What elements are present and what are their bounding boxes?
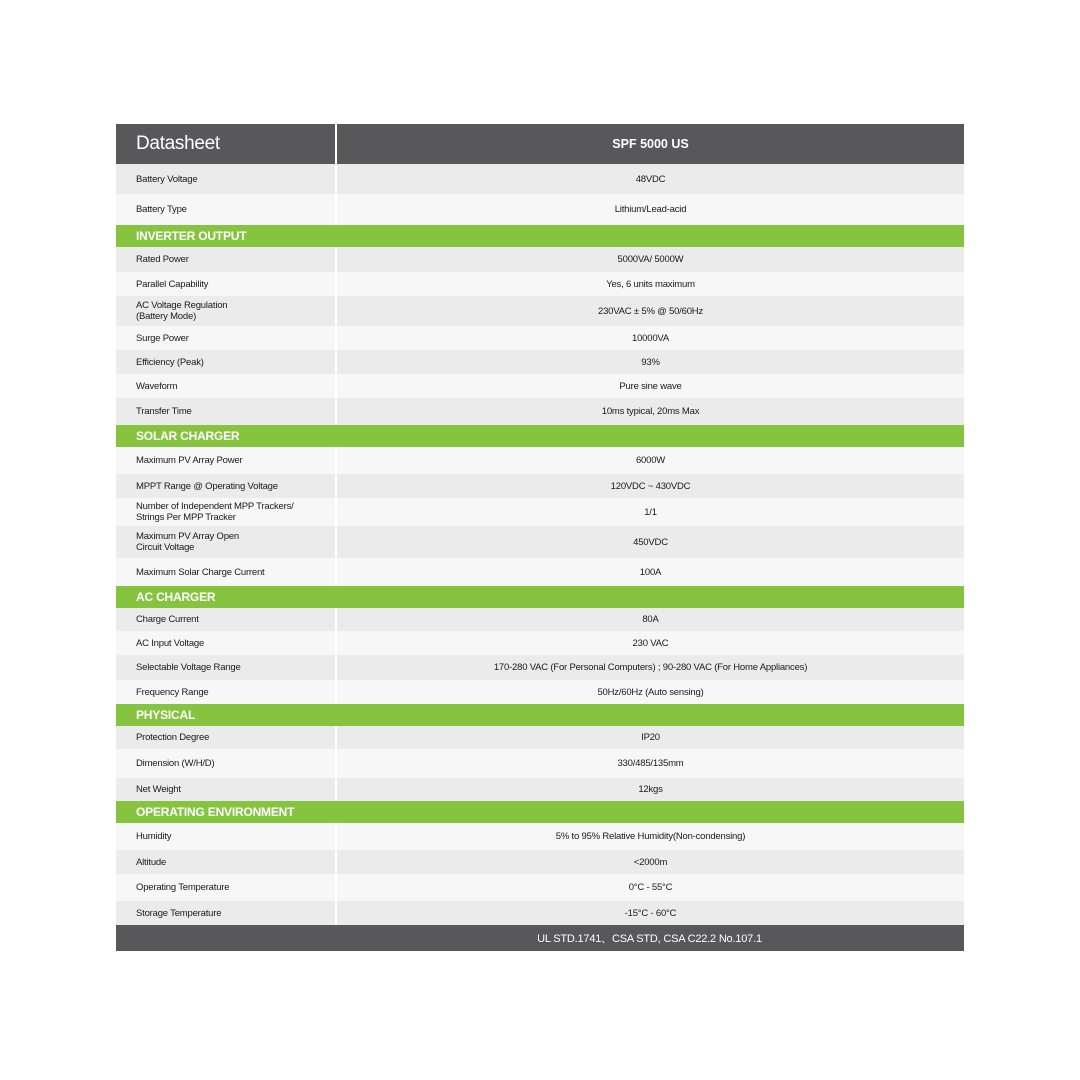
table-header — [116, 124, 964, 164]
spec-label-line: Selectable Voltage Range — [136, 662, 241, 673]
spec-value: 10ms typical, 20ms Max — [335, 398, 964, 425]
spec-label — [116, 381, 335, 392]
spec-row — [116, 778, 964, 801]
spec-row — [116, 823, 964, 850]
spec-row — [116, 850, 964, 874]
spec-value: 12kgs — [335, 778, 964, 801]
spec-label — [116, 300, 335, 322]
spec-label-line: Storage Temperature — [136, 907, 222, 919]
spec-value: Yes, 6 units maximum — [335, 272, 964, 296]
spec-label-line: Humidity — [136, 831, 172, 842]
spec-value: Lithium/Lead-acid — [335, 194, 964, 225]
spec-value: 230VAC ± 5% @ 50/60Hz — [335, 296, 964, 326]
spec-label-line: MPPT Range @ Operating Voltage — [136, 480, 278, 492]
spec-value: 6000W — [335, 447, 964, 474]
spec-row — [116, 901, 964, 925]
spec-label — [116, 908, 335, 919]
spec-row — [116, 194, 964, 225]
section-header: INVERTER OUTPUT — [116, 225, 964, 247]
spec-row — [116, 749, 964, 778]
spec-label — [116, 279, 335, 290]
spec-value: 450VDC — [335, 526, 964, 558]
spec-label — [116, 614, 335, 625]
spec-label — [116, 254, 335, 265]
spec-label-line: Net Weight — [136, 784, 181, 795]
spec-row — [116, 398, 964, 425]
spec-label — [116, 357, 335, 368]
spec-value: 5000VA/ 5000W — [335, 247, 964, 272]
spec-row — [116, 447, 964, 474]
spec-row — [116, 374, 964, 398]
spec-label — [116, 831, 335, 842]
datasheet-title: Datasheet — [136, 133, 220, 154]
spec-label-line: Strings Per MPP Tracker — [136, 512, 236, 523]
spec-value: <2000m — [335, 850, 964, 874]
spec-label-line: Altitude — [136, 856, 167, 868]
spec-label-line: Circuit Voltage — [136, 542, 195, 553]
spec-row — [116, 296, 964, 326]
spec-value: 48VDC — [335, 164, 964, 194]
spec-label — [116, 531, 335, 553]
spec-value: 0°C - 55°C — [335, 874, 964, 901]
spec-label — [116, 882, 335, 893]
spec-label — [116, 687, 335, 698]
spec-label — [116, 455, 335, 466]
spec-label — [116, 333, 335, 344]
spec-label — [116, 567, 335, 578]
spec-label — [116, 857, 335, 868]
section-header: AC CHARGER — [116, 586, 964, 608]
spec-label-line: Number of Independent MPP Trackers/ — [136, 501, 294, 512]
spec-label — [116, 784, 335, 795]
spec-value: 1/1 — [335, 498, 964, 526]
spec-value: 120VDC ~ 430VDC — [335, 474, 964, 498]
spec-label — [116, 758, 335, 769]
spec-label-line: Maximum Solar Charge Current — [136, 566, 265, 578]
spec-label-line: Rated Power — [136, 254, 189, 265]
spec-row — [116, 164, 964, 194]
model-name: SPF 5000 US — [335, 124, 964, 164]
spec-row — [116, 474, 964, 498]
spec-label-line: Waveform — [136, 380, 178, 392]
spec-label — [116, 638, 335, 649]
spec-label — [116, 204, 335, 215]
spec-row — [116, 874, 964, 901]
spec-row — [116, 655, 964, 680]
spec-label-line: (Battery Mode) — [136, 311, 197, 322]
certification-footer: UL STD.1741、CSA STD, CSA C22.2 No.107.1 — [116, 925, 964, 951]
spec-label-line: Efficiency (Peak) — [136, 356, 204, 368]
spec-value: 10000VA — [335, 326, 964, 350]
spec-label-line: Protection Degree — [136, 732, 210, 743]
spec-label-line: AC Voltage Regulation — [136, 300, 228, 311]
spec-value: 100A — [335, 558, 964, 586]
spec-row — [116, 608, 964, 631]
spec-label — [116, 406, 335, 417]
spec-value: -15°C - 60°C — [335, 901, 964, 925]
spec-label — [116, 732, 335, 743]
spec-value: Pure sine wave — [335, 374, 964, 398]
spec-label-line: Battery Voltage — [136, 173, 198, 185]
spec-label-line: Maximum PV Array Open — [136, 531, 239, 542]
section-header: OPERATING ENVIRONMENT — [116, 801, 964, 823]
spec-row — [116, 558, 964, 586]
spec-value: 230 VAC — [335, 631, 964, 655]
spec-value: 80A — [335, 608, 964, 631]
spec-value: 50Hz/60Hz (Auto sensing) — [335, 680, 964, 704]
datasheet-table — [116, 124, 964, 951]
spec-value: 170-280 VAC (For Personal Computers) ; 90-280 VAC (For Home Appliances) — [335, 655, 964, 680]
spec-row — [116, 272, 964, 296]
spec-label — [116, 501, 335, 523]
spec-label-line: Battery Type — [136, 204, 187, 215]
spec-label-line: Operating Temperature — [136, 882, 230, 893]
spec-label-line: Transfer Time — [136, 406, 192, 417]
spec-label-line: AC Input Voltage — [136, 637, 205, 649]
section-header: PHYSICAL — [116, 704, 964, 726]
spec-value: 93% — [335, 350, 964, 374]
spec-label-line: Surge Power — [136, 332, 189, 344]
spec-label-line: Dimension (W/H/D) — [136, 758, 215, 769]
spec-row — [116, 498, 964, 526]
spec-label-line: Charge Current — [136, 614, 199, 625]
section-header: SOLAR CHARGER — [116, 425, 964, 447]
spec-label — [116, 174, 335, 185]
table-body — [116, 164, 964, 925]
spec-row — [116, 247, 964, 272]
spec-row — [116, 526, 964, 558]
spec-label — [116, 662, 335, 673]
spec-value: 330/485/135mm — [335, 749, 964, 778]
spec-label-line: Parallel Capability — [136, 278, 209, 290]
spec-label-line: Maximum PV Array Power — [136, 455, 243, 466]
spec-row — [116, 326, 964, 350]
spec-value: 5% to 95% Relative Humidity(Non-condensing) — [335, 823, 964, 850]
spec-row — [116, 726, 964, 749]
spec-value: IP20 — [335, 726, 964, 749]
spec-label-line: Frequency Range — [136, 686, 209, 698]
spec-row — [116, 631, 964, 655]
spec-row — [116, 350, 964, 374]
spec-row — [116, 680, 964, 704]
spec-label — [116, 481, 335, 492]
